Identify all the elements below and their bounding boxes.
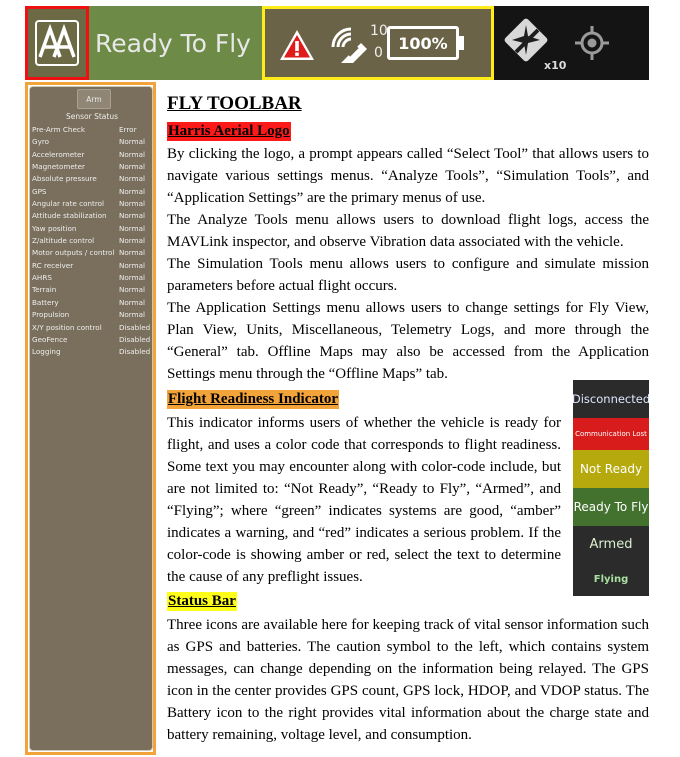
gps-icon[interactable] — [327, 23, 371, 67]
sensor-row — [32, 173, 152, 185]
sensor-name: Z/altitude control — [32, 236, 95, 246]
sensor-status: Normal — [119, 137, 146, 147]
sensor-name: Pre-Arm Check — [32, 125, 86, 134]
sensor-row — [32, 247, 152, 259]
sensor-status: Normal — [119, 174, 146, 184]
sensor-name: AHRS — [32, 273, 52, 283]
sensor-status: Normal — [119, 236, 146, 246]
vehicle-multiplier: x10 — [544, 59, 567, 72]
status-bar — [262, 6, 494, 80]
sensor-row — [32, 284, 152, 296]
paragraph: By clicking the logo, a prompt appears called “Select Tool” that allows users to navigate various settings menus. “Analyze Tools”, “Simulation Tools”, and “Application Settings” are the primary menus of use. — [167, 146, 649, 206]
sensor-status: Normal — [119, 310, 146, 320]
vehicle-area — [494, 6, 649, 80]
state-communication-lost: Communication Lost — [573, 418, 649, 450]
sensor-row — [32, 346, 152, 358]
state-disconnected: Disconnected — [573, 380, 649, 418]
sensor-name: Yaw position — [32, 223, 77, 233]
sensor-status: Normal — [119, 199, 146, 209]
sensor-status: Normal — [119, 211, 146, 221]
paragraph: The Analyze Tools menu allows users to download flight logs, access the MAVLink inspector, and observe Vibration data associated with the vehicle. — [167, 212, 649, 250]
sensor-name: Battery — [32, 297, 59, 307]
gps-lock: 0 — [374, 45, 383, 61]
gimbal-target-icon[interactable] — [574, 25, 610, 61]
sensor-name: Propulsion — [32, 310, 70, 320]
harris-aerial-logo-icon — [35, 20, 79, 66]
harris-aerial-logo-button[interactable] — [25, 6, 89, 80]
sensor-row — [32, 260, 152, 272]
sensor-row — [32, 334, 152, 346]
section-heading-status-bar: Status Bar — [168, 593, 236, 609]
page-title: FLY TOOLBAR — [167, 93, 302, 114]
sensor-status: Normal — [119, 248, 146, 258]
sensor-row — [32, 124, 152, 136]
sensor-name: Accelerometer — [32, 149, 85, 159]
sensor-status: Normal — [119, 186, 146, 196]
battery-icon[interactable] — [387, 26, 459, 60]
readiness-states-image — [573, 380, 649, 596]
arm-button[interactable]: Arm — [77, 89, 111, 109]
paragraph: The Simulation Tools menu allows users to configure and simulate mission parameters before actual flight occurs. — [167, 256, 649, 294]
battery-tip — [459, 36, 464, 50]
sensor-name: X/Y position control — [32, 322, 102, 332]
sensor-status: Normal — [119, 285, 146, 295]
sensor-name: Angular rate control — [32, 199, 105, 209]
sensor-row — [32, 223, 152, 235]
sensor-status: Normal — [119, 260, 146, 270]
state-ready-to-fly: Ready To Fly — [573, 488, 649, 526]
paragraph: This indicator informs users of whether the vehicle is ready for flight, and uses a color code that corresponds to flight readiness. Some text you may encounter along with color-code include, but are not limited to: “Not Ready”, “Ready to Fly”, “Armed”, and “Flying”; where “green” indicates systems are good, “amber” indicates a warning, and “red” indicates a serious problem. If the color-code is showing amber or red, select the text to determine the cause of any preflight issues. — [167, 415, 561, 585]
section-heading-readiness: Flight Readiness Indicator — [168, 391, 339, 407]
flight-readiness-indicator[interactable] — [89, 6, 262, 80]
sensor-status: Normal — [119, 223, 146, 233]
sensor-row — [32, 272, 152, 284]
sensor-row — [32, 136, 152, 148]
caution-icon[interactable] — [279, 29, 315, 61]
sensor-row — [32, 235, 152, 247]
sensor-row — [32, 186, 152, 198]
sensor-name: GPS — [32, 186, 47, 196]
sensor-status: Normal — [119, 297, 146, 307]
sensor-status: Disabled — [119, 322, 151, 332]
sensor-name: Logging — [32, 347, 61, 357]
sensor-status: Normal — [119, 149, 146, 159]
readiness-label: Ready To Fly — [95, 28, 251, 58]
state-flying: Flying — [573, 562, 649, 596]
sensor-status: Error — [119, 125, 137, 134]
sensor-row — [32, 309, 152, 321]
sensor-name: Absolute pressure — [32, 174, 97, 184]
sensor-status: Disabled — [119, 334, 151, 344]
sensor-row — [32, 297, 152, 309]
sensor-row — [32, 161, 152, 173]
vehicle-icon[interactable] — [502, 16, 550, 64]
paragraph: Three icons are available here for keeping track of vital sensor information such as GPS and batteries. The caution symbol to the left, which contains system messages, can change depending on the information being relayed. The GPS icon in the center provides GPS count, GPS lock, HDOP, and VDOP status. The Battery icon to the right provides vital information about the charge state and battery remaining, voltage level, and consumption. — [167, 617, 649, 743]
sensor-name: GeoFence — [32, 334, 68, 344]
sensor-name: RC receiver — [32, 260, 74, 270]
sensor-name: Gyro — [32, 137, 50, 147]
sensor-status-panel — [29, 86, 153, 751]
gps-count: 10 — [370, 23, 388, 39]
section-heading-logo: Harris Aerial Logo — [168, 123, 290, 139]
battery-percent: 100% — [398, 33, 448, 53]
sensor-row — [32, 149, 152, 161]
state-armed: Armed — [573, 526, 649, 562]
sensor-name: Magnetometer — [32, 162, 85, 172]
sensor-row — [32, 210, 152, 222]
sensor-status: Normal — [119, 273, 146, 283]
sensor-status-list — [32, 124, 152, 359]
state-not-ready: Not Ready — [573, 450, 649, 488]
sensor-name: Attitude stabilization — [32, 211, 107, 221]
sensor-row — [32, 198, 152, 210]
sensor-row — [32, 322, 152, 334]
paragraph: The Application Settings menu allows users to change settings for Fly View, Plan View, Units, Miscellaneous, Telemetry Logs, and more through the “General” tab. Offline Maps may also be accessed from the Application Settings menu through the “Offline Maps” tab. — [167, 300, 649, 382]
sensor-name: Terrain — [32, 285, 57, 295]
sensor-status: Disabled — [119, 347, 151, 357]
sensor-status-title: Sensor Status — [66, 112, 118, 121]
sensor-status: Normal — [119, 162, 146, 172]
sensor-name: Motor outputs / control — [32, 248, 115, 258]
